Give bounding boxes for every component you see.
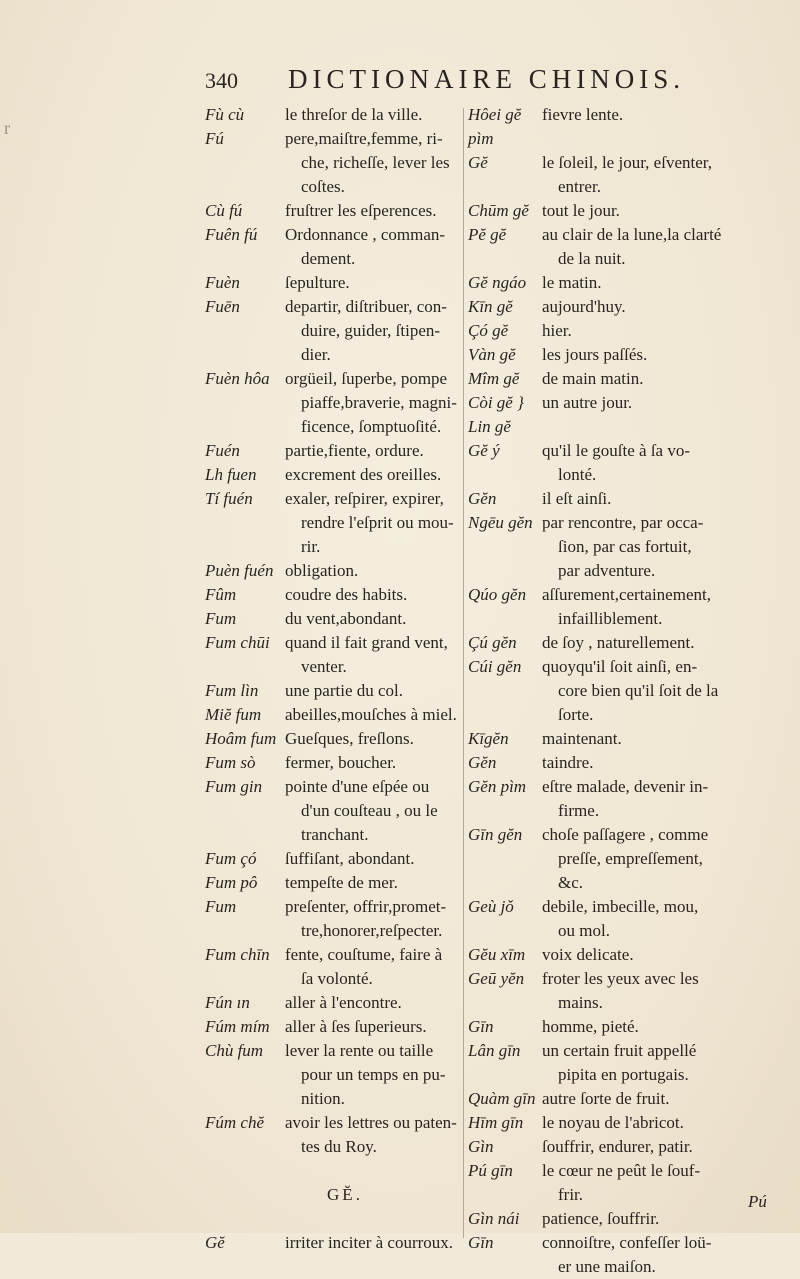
dictionary-entry [205,223,461,271]
dictionary-entry [468,1231,790,1279]
entry-term: Cù fú [205,201,243,220]
dictionary-entry [468,343,790,367]
dictionary-entry [205,487,461,559]
page-number: 340 [205,68,238,93]
entry-term: Gĕ ngáo [468,273,527,292]
left-column [205,103,461,1255]
entry-definition [542,295,790,319]
definition-line: pere,maiſtre,femme, ri- [285,129,443,148]
definition-line: er une maiſon. [558,1257,656,1276]
dictionary-entry [468,967,790,1015]
definition-line: du vent,abondant. [285,609,407,628]
dictionary-entry [468,1111,790,1135]
dictionary-entry [468,295,790,319]
definition-line: tempeſte de mer. [285,873,398,892]
dictionary-entry [205,679,461,703]
entry-definition [285,103,461,127]
dictionary-entry [468,895,790,943]
definition-line: Gueſques, freſlons. [285,729,414,748]
entry-term: Gĕn [468,753,497,772]
entry-definition [285,271,461,295]
entry-term: Puèn fuén [205,561,274,580]
entry-term: Quàm gīn [468,1089,536,1108]
running-title: DICTIONAIRE CHINOIS. [288,64,685,94]
definition-line: une partie du col. [285,681,404,700]
entry-definition [542,751,790,775]
entry-definition [285,1111,461,1159]
entry-definition [542,1231,790,1279]
definition-line: obligation. [285,561,359,580]
dictionary-entry [468,271,790,295]
entry-definition [542,775,790,823]
entry-term: Fú [205,129,224,148]
dictionary-entry [205,103,461,127]
definition-line: connoiſtre, confeſſer loü- [542,1233,712,1252]
definition-line: lever la rente ou taille [285,1041,434,1060]
entry-term: Fum sò [205,753,256,772]
entry-term: Ngēu gĕn [468,513,533,532]
entry-definition [542,727,790,751]
definition-line: pour un temps en pu- [301,1065,446,1084]
entry-definition [542,943,790,967]
definition-line: fermer, boucher. [285,753,397,772]
entry-term: Gĕn [468,489,497,508]
definition-line: dier. [301,345,331,364]
dictionary-entry [205,271,461,295]
entry-definition [542,439,790,487]
entry-definition [285,463,461,487]
definition-line: ſa volonté. [301,969,373,988]
entry-term: Gīn gĕn [468,825,523,844]
entry-definition [542,511,790,583]
definition-line: un certain fruit appellé [542,1041,697,1060]
definition-line: un autre jour. [542,393,633,412]
definition-line: rendre l'eſprit ou mou- [301,513,454,532]
entry-definition [285,607,461,631]
entry-term: Hoâm fum [205,729,277,748]
entry-definition [285,439,461,463]
definition-line: partie,fiente, ordure. [285,441,424,460]
entry-term: Fún ın [205,993,250,1012]
definition-line: che, richeſſe, lever les [301,153,450,172]
dictionary-entry [468,439,790,487]
entry-definition [542,967,790,1015]
dictionary-entry [468,103,790,151]
entry-term: Cúi gĕn [468,657,522,676]
entry-definition [285,991,461,1015]
definition-line: lonté. [558,465,597,484]
entry-definition [542,1039,790,1087]
definition-line: par adventure. [558,561,656,580]
definition-line: ſuffiſant, abondant. [285,849,415,868]
dictionary-entry [205,1231,461,1255]
definition-line: piaffe,braverie, magni- [301,393,457,412]
definition-line: aller à l'encontre. [285,993,402,1012]
entry-definition [285,1015,461,1039]
entry-term: Gìn [468,1137,494,1156]
definition-line: ficence, ſomptuoſité. [301,417,442,436]
entry-term: Fum gin [205,777,263,796]
definition-line: infailliblement. [558,609,663,628]
entry-definition [285,895,461,943]
entry-term: Kīn gĕ [468,297,513,316]
definition-line: les jours paſſés. [542,345,648,364]
margin-pencil-mark: r [4,118,10,138]
entry-definition [285,871,461,895]
definition-line: aller à ſes ſuperieurs. [285,1017,427,1036]
definition-line: de main matin. [542,369,644,388]
definition-line: au clair de la lune,la clarté [542,225,722,244]
dictionary-entry [468,367,790,391]
dictionary-entry [205,991,461,1015]
entry-definition [542,103,790,151]
entry-term: Fum [205,609,237,628]
entry-term: Fum chīn [205,945,270,964]
dictionary-entry [468,511,790,583]
entry-term: Gīn [468,1017,494,1036]
entry-term: Pĕ gĕ [468,225,507,244]
dictionary-entry [468,1087,790,1111]
definition-line: ſion, par cas fortuit, [558,537,692,556]
definition-line: entrer. [558,177,601,196]
definition-line: homme, pieté. [542,1017,639,1036]
definition-line: voix delicate. [542,945,634,964]
dictionary-entry [205,703,461,727]
entry-term: Tí fuén [205,489,253,508]
definition-line: abeilles,mouſches à miel. [285,705,457,724]
entry-term: Fûm [205,585,237,604]
entry-definition [285,487,461,559]
entry-definition [542,1135,790,1159]
entry-term: Gìn nái [468,1209,520,1228]
definition-line: tranchant. [301,825,369,844]
entry-term: Fúm chĕ [205,1113,265,1132]
dictionary-entry [468,1135,790,1159]
entry-definition [542,631,790,655]
definition-line: fruſtrer les eſperences. [285,201,437,220]
dictionary-entry [468,487,790,511]
entry-definition [542,1111,790,1135]
definition-line: maintenant. [542,729,622,748]
definition-line: le matin. [542,273,602,292]
definition-line: ſorte. [558,705,594,724]
definition-line: le ſoleil, le jour, eſventer, [542,153,712,172]
entry-term: Gĕ [205,1233,225,1252]
entry-definition [542,223,790,271]
dictionary-entry [468,151,790,199]
entry-definition [542,1015,790,1039]
entry-term: Qúo gĕn [468,585,527,604]
dictionary-entry [205,583,461,607]
definition-line: frir. [558,1185,584,1204]
entry-definition [542,1087,790,1111]
entry-term: Miĕ fum [205,705,262,724]
entry-definition [285,559,461,583]
dictionary-entry [468,727,790,751]
entry-definition [285,943,461,991]
entry-term: Gīn [468,1233,494,1252]
entry-term: Pú gīn [468,1161,513,1180]
dictionary-entry [468,1159,790,1207]
section-title: GĔ. [327,1185,363,1204]
dictionary-entry [205,367,461,439]
definition-line: tre,honorer,reſpecter. [301,921,443,940]
entry-term: Fum lìn [205,681,259,700]
entry-definition [542,367,790,391]
right-column [468,103,790,1279]
entry-term: Çú gĕn [468,633,517,652]
dictionary-entry [205,847,461,871]
entry-term: Çó gĕ [468,321,509,340]
definition-line: coſtes. [301,177,345,196]
dictionary-entry [468,1015,790,1039]
dictionary-entry [205,631,461,679]
definition-line: par rencontre, par occa- [542,513,704,532]
entry-term: Lh fuen [205,465,257,484]
dictionary-entry [468,823,790,895]
entry-term: Lân gīn [468,1041,521,1060]
definition-line: tout le jour. [542,201,620,220]
definition-line: patience, ſouffrir. [542,1209,660,1228]
column-divider [463,108,464,1238]
dictionary-entry [468,199,790,223]
entry-definition [542,343,790,367]
definition-line: quand il fait grand vent, [285,633,448,652]
entry-definition [542,199,790,223]
dictionary-entry [468,1039,790,1087]
dictionary-entry [205,895,461,943]
definition-line: tes du Roy. [301,1137,377,1156]
definition-line: dement. [301,249,356,268]
entry-term: Gĕ ý [468,441,500,460]
definition-line: le threſor de la ville. [285,105,423,124]
dictionary-entry [468,751,790,775]
entry-definition [542,391,790,439]
dictionary-entry [205,1111,461,1159]
entry-term: Mîm gĕ [468,369,520,388]
definition-line: irriter inciter à courroux. [285,1233,454,1252]
definition-line: nition. [301,1089,345,1108]
entry-term: Fum chūi [205,633,270,652]
definition-line: debile, imbecille, mou, [542,897,699,916]
definition-line: d'un couſteau , ou le [301,801,438,820]
definition-line: aſſurement,certainement, [542,585,711,604]
entry-term: Geù jǒ [468,897,514,916]
definition-line: coudre des habits. [285,585,408,604]
entry-term: Fuèn hôa [205,369,270,388]
entry-definition [285,199,461,223]
dictionary-entry [205,1015,461,1039]
definition-line: mains. [558,993,603,1012]
entry-term: Geū yĕn [468,969,525,988]
definition-line: de ſoy , naturellement. [542,633,695,652]
definition-line: Ordonnance , comman- [285,225,446,244]
definition-line: avoir les lettres ou paten- [285,1113,457,1132]
definition-line: autre ſorte de fruit. [542,1089,670,1108]
dictionary-entry [468,223,790,271]
entry-definition [542,487,790,511]
entry-term: Fuèn [205,273,240,292]
entry-term: Fum pô [205,873,258,892]
definition-line: preſenter, offrir,promet- [285,897,447,916]
entry-term: Gĕu xīm [468,945,526,964]
definition-line: aujourd'huy. [542,297,626,316]
dictionary-entry [468,655,790,727]
definition-line: departir, diſtribuer, con- [285,297,447,316]
definition-line: froter les yeux avec les [542,969,699,988]
entry-term: Chūm gĕ [468,201,529,220]
entry-term: Hôei gĕ pìm [468,105,522,148]
dictionary-entry [468,391,790,439]
dictionary-entry [205,295,461,367]
dictionary-entry [205,775,461,847]
entry-definition [542,271,790,295]
definition-line: orgüeil, ſuperbe, pompe [285,369,448,388]
definition-line: rir. [301,537,321,556]
entry-definition [285,847,461,871]
definition-line: core bien qu'il ſoit de la [558,681,719,700]
entry-definition [542,895,790,943]
entry-definition [285,223,461,271]
entry-term: Chù fum [205,1041,264,1060]
entry-term: Kīgĕn [468,729,509,748]
dictionary-entry [205,607,461,631]
dictionary-entry [468,583,790,631]
entry-term: Fum çó [205,849,257,868]
entry-definition [285,127,461,199]
entry-term: Gĕn pìm [468,777,527,796]
entry-definition [285,679,461,703]
entry-term: Fuén [205,441,240,460]
definition-line: fievre lente. [542,105,624,124]
dictionary-entry [468,1207,790,1231]
entry-definition [542,319,790,343]
definition-line: ſouffrir, endurer, patir. [542,1137,693,1156]
definition-line: &c. [558,873,584,892]
entry-term: Vàn gĕ [468,345,516,364]
entry-term: Fù cù [205,105,245,124]
dictionary-entry [205,727,461,751]
definition-line: choſe paſſagere , comme [542,825,709,844]
definition-line: venter. [301,657,347,676]
entry-definition [542,823,790,895]
dictionary-entry [468,319,790,343]
definition-line: le noyau de l'abricot. [542,1113,684,1132]
definition-line: eſtre malade, devenir in- [542,777,709,796]
entry-term: Fuên fú [205,225,258,244]
entry-definition [285,583,461,607]
entry-term: Gĕ [468,153,488,172]
entry-definition [285,775,461,847]
definition-line: exaler, reſpirer, expirer, [285,489,444,508]
definition-line: qu'il le gouſte à ſa vo- [542,441,690,460]
entry-term: Fum [205,897,237,916]
dictionary-entry [205,1039,461,1111]
entry-definition [285,751,461,775]
definition-line: fente, couſtume, faire à [285,945,443,964]
definition-line: de la nuit. [558,249,626,268]
definition-line: hier. [542,321,572,340]
entry-definition [285,367,461,439]
entry-definition [285,295,461,367]
definition-line: le cœur ne peût le ſouf- [542,1161,701,1180]
entry-term: Fúm mím [205,1017,270,1036]
dictionary-entry [205,127,461,199]
definition-line: il eſt ainſi. [542,489,612,508]
definition-line: firme. [558,801,600,820]
dictionary-entry [205,943,461,991]
dictionary-entry [205,463,461,487]
entry-definition [285,631,461,679]
definition-line: pipita en portugais. [558,1065,689,1084]
dictionary-entry [205,751,461,775]
entry-term: Fuēn [205,297,240,316]
dictionary-entry [468,775,790,823]
definition-line: ſepulture. [285,273,350,292]
entry-term: Còi gĕ } Lin gĕ [468,393,524,436]
dictionary-entry [205,199,461,223]
entry-definition [542,151,790,199]
entry-definition [285,727,461,751]
entry-definition [285,703,461,727]
entry-definition [542,655,790,727]
dictionary-entry [205,559,461,583]
dictionary-entry [468,943,790,967]
entry-definition [285,1039,461,1111]
dictionary-entry [205,871,461,895]
entry-definition [542,583,790,631]
definition-line: quoyqu'il ſoit ainſi, en- [542,657,698,676]
definition-line: excrement des oreilles. [285,465,442,484]
entry-definition [285,1231,461,1255]
entry-term: Hīm gīn [468,1113,524,1132]
dictionary-entry [468,631,790,655]
catchword: Pú [748,1192,767,1211]
definition-line: ou mol. [558,921,610,940]
definition-line: pointe d'une eſpée ou [285,777,430,796]
dictionary-entry [205,439,461,463]
definition-line: preſſe, empreſſement, [558,849,703,868]
definition-line: taindre. [542,753,594,772]
section-heading [205,1183,461,1207]
definition-line: duire, guider, ſtipen- [301,321,441,340]
